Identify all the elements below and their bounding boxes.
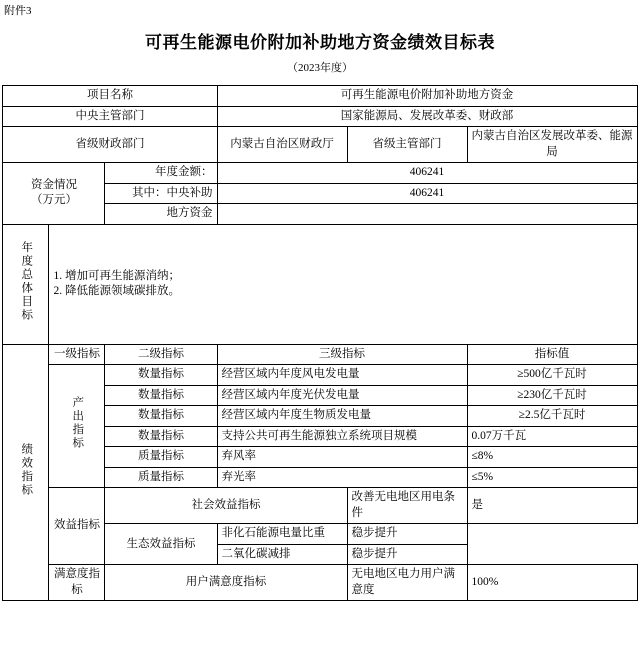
funding-label [3,163,105,225]
indicator-value: 稳步提升 [347,544,467,565]
performance-label-text: 绩效指标 [20,442,33,497]
central-dept-value: 国家能源局、发展改革委、财政部 [217,106,637,127]
indicator-value: ≥500亿千瓦时 [467,365,637,386]
annual-goal-label-text: 年度总体目标 [20,240,33,322]
table-row [3,344,637,365]
provincial-finance-dept-value: 内蒙古自治区财政厅 [217,127,347,163]
indicator-level3: 经营区域内年度生物质发电量 [217,406,467,427]
indicator-value: ≤8% [467,447,637,468]
central-dept-label: 中央主管部门 [3,106,217,127]
table-row [3,224,637,344]
indicator-level3: 弃风率 [217,447,467,468]
indicator-value: 0.07万千瓦 [467,426,637,447]
document-attachment-tag: 附件3 [4,5,32,17]
table-row [3,106,637,127]
table-row [3,127,637,163]
indicator-level3: 经营区域内年度风电发电量 [217,365,467,386]
group-label-output [49,365,105,488]
indicator-level3: 无电地区电力用户满意度 [347,565,467,601]
indicator-level2: 数量指标 [105,406,217,427]
annual-goal-content [49,224,637,344]
indicator-level2: 数量指标 [105,426,217,447]
funding-central-subsidy-label: 其中：中央补助 [105,183,217,204]
header-level3: 三级指标 [217,344,467,365]
group-label-output-text: 产出指标 [71,396,84,451]
indicator-level2: 质量指标 [105,467,217,488]
performance-label [3,344,49,601]
indicator-level2: 社会效益指标 [105,488,347,524]
indicator-level2: 数量指标 [105,365,217,386]
provincial-competent-dept-label: 省级主管部门 [347,127,467,163]
indicator-level3: 支持公共可再生能源独立系统项目规模 [217,426,467,447]
funding-local-amount-label: 地方资金 [105,204,217,225]
table-row [3,488,637,524]
indicator-value: ≥230亿千瓦时 [467,385,637,406]
table-row [3,86,637,107]
indicator-level3: 经营区域内年度光伏发电量 [217,385,467,406]
funding-label-line2: （万元） [30,194,77,207]
provincial-competent-dept-value: 内蒙古自治区发展改革委、能源局 [467,127,637,163]
funding-central-subsidy-value: 406241 [217,183,637,204]
page-title: 可再生能源电价附加补助地方资金绩效目标表 [145,33,495,52]
funding-label-line1: 资金情况 [30,178,77,191]
funding-annual-amount-label: 年度金额： [105,163,217,184]
indicator-value: ≥2.5亿千瓦时 [467,406,637,427]
annual-goal-label [3,224,49,344]
indicator-value: 稳步提升 [347,524,467,545]
header-level2: 二级指标 [105,344,217,365]
table-row [3,163,637,184]
annual-goal-line-1: 1. 增加可再生能源消纳； [53,269,180,282]
indicator-level3: 改善无电地区用电条件 [347,488,467,524]
group-label-benefit: 效益指标 [49,488,105,565]
indicator-level2: 用户满意度指标 [105,565,347,601]
table-row [3,365,637,386]
page-subtitle: （2023年度） [287,62,353,74]
indicator-level2: 质量指标 [105,447,217,468]
indicator-level2: 生态效益指标 [105,524,217,565]
indicator-level2: 数量指标 [105,385,217,406]
header-level1: 一级指标 [49,344,105,365]
table-row [3,565,637,601]
project-name-value: 可再生能源电价附加补助地方资金 [217,86,637,107]
indicator-value: 100% [467,565,637,601]
project-name-label: 项目名称 [3,86,217,107]
header-value: 指标值 [467,344,637,365]
indicator-level3: 非化石能源电量比重 [217,524,347,545]
indicator-value: 是 [467,488,637,524]
funding-local-amount-value [217,204,637,225]
performance-goal-table [2,85,637,601]
provincial-finance-dept-label: 省级财政部门 [3,127,217,163]
funding-annual-amount-value: 406241 [217,163,637,184]
indicator-value: ≤5% [467,467,637,488]
group-label-satisfaction: 满意度指标 [49,565,105,601]
indicator-level3: 弃光率 [217,467,467,488]
indicator-level3: 二氧化碳减排 [217,544,347,565]
annual-goal-line-2: 2. 降低能源领域碳排放。 [53,285,180,298]
